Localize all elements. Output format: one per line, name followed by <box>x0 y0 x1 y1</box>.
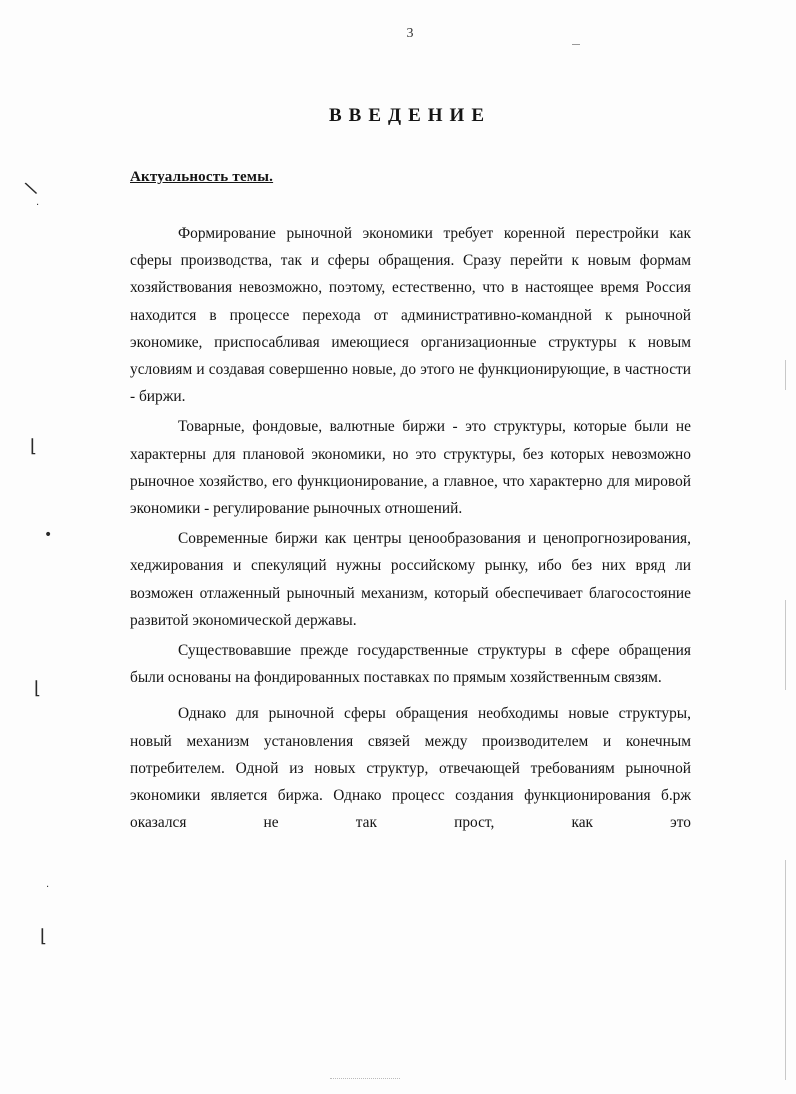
section-heading: Актуальность темы. <box>130 169 274 185</box>
paragraph-4: Существовавшие прежде государственные структуры в сфере обращения были основаны на фондированных поставках по прямым хозяйственным связям. <box>130 642 691 687</box>
scan-artifact-dash <box>572 44 580 45</box>
scan-artifact-mark: ⌊ <box>30 436 38 457</box>
paragraph-2: Товарные, фондовые, валютные биржи - это структуры, которые были не характерны для плановой экономики, но это структуры, без которых невозможно рыночное хозяйство, его функционирование, а главное, что характерно для мировой экономики - регулирование рыночных отношений. <box>130 418 691 518</box>
scan-artifact-mark: \ <box>23 177 39 200</box>
scan-edge-line <box>785 360 786 390</box>
scan-artifact-mark: ⌊ <box>34 678 42 699</box>
scan-edge-line <box>785 860 786 1080</box>
paragraph-3: Современные биржи как центры ценообразования и ценопрогнозирования, хеджирования и спекуляций нужны российскому рынку, ибо без них вряд ли возможен отлаженный рыночный механизм, который обеспечивает благосостояние развитой экономической державы. <box>130 530 691 629</box>
paragraph-1: Формирование рыночной экономики требует коренной перестройки как сферы производства, так и сферы обращения. Сразу перейти к новым формам хозяйствования невозможно, поэтому, естественно, что в настоящее время Россия находится в процессе перехода от административно-командной к рыночной экономике, приспосабливая имеющиеся организационные структуры к новым условиям и создавая совершенно новые, до этого не функционирующие, в частности - биржи. <box>130 225 691 406</box>
scan-artifact-mark: · <box>46 882 50 893</box>
body-text <box>130 220 691 836</box>
page-number: 3 <box>406 26 414 41</box>
scan-artifact-mark: · <box>36 200 40 211</box>
scan-artifact-mark: ⌊ <box>40 926 48 947</box>
paragraph-5: Однако для рыночной сферы обращения необходимы новые структуры, новый механизм установления связей между производителем и конечным потребителем. Одной из новых структур, отвечающей требованиям рыночной экономики является биржа. Однако процесс создания функционирования б.рж оказался не так прост, как это <box>130 705 691 832</box>
scan-artifact-mark: • <box>44 527 53 543</box>
scan-artifact-dots <box>330 1078 400 1080</box>
scan-edge-line <box>785 600 786 690</box>
page-title: ВВЕДЕНИЕ <box>329 105 491 126</box>
